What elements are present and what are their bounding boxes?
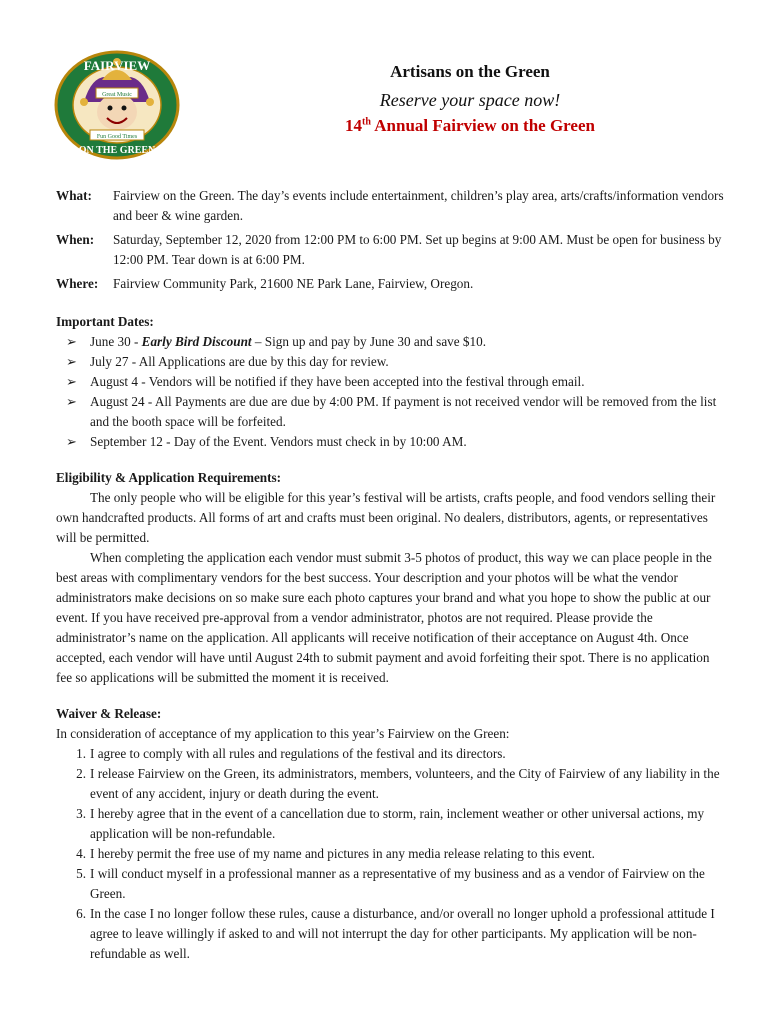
- list-item: 4. I hereby permit the free use of my name and pictures in any media release relating to this event.: [76, 846, 595, 861]
- waiver-list: [56, 744, 726, 964]
- svg-text:ON THE GREEN: ON THE GREEN: [78, 145, 156, 156]
- eligibility-title: Eligibility & Application Requirements:: [56, 470, 282, 485]
- list-item: ➢ July 27 - All Applications are due by this day for review.: [66, 352, 726, 372]
- eligibility-paragraph-1: The only people who will be eligible for this year’s festival will be artists, crafts people, and food vendors selling their own handcrafted products. All forms of art and crafts must been original. No dealers, distributors, agents, or representatives will be permitted.: [56, 490, 716, 545]
- arrow-bullet-icon: ➢: [66, 394, 78, 409]
- fairview-logo: [54, 50, 180, 160]
- list-item: ➢ August 4 - Vendors will be notified if they have been accepted into the festival through email.: [66, 372, 726, 392]
- arrow-bullet-icon: ➢: [66, 334, 78, 349]
- annual-heading: 14th Annual Fairview on the Green: [345, 116, 595, 135]
- important-dates-list: [56, 332, 726, 452]
- where-label: Where:: [56, 276, 99, 291]
- page-subtitle: Reserve your space now!: [379, 90, 561, 110]
- when-row: [56, 230, 726, 270]
- what-value: Fairview on the Green. The day’s events include entertainment, children’s play area, arts/crafts/information vendors and beer & wine garden.: [113, 188, 724, 223]
- list-item: 3. I hereby agree that in the event of a cancellation due to storm, rain, inclement weather or other universal actions, my application will be non-refundable.: [76, 806, 705, 841]
- arrow-bullet-icon: ➢: [66, 374, 78, 389]
- when-label: When:: [56, 232, 95, 247]
- what-label: What:: [56, 188, 92, 203]
- svg-text:Great Music: Great Music: [102, 92, 132, 98]
- list-item: 2. I release Fairview on the Green, its administrators, members, volunteers, and the City of Fairview of any liability in the event of any accident, injury or death during the event.: [76, 766, 720, 801]
- document-body: [56, 186, 726, 964]
- eligibility-paragraph-2: When completing the application each vendor must submit 3-5 photos of product, this way we can place people in the best areas with complimentary vendors for the best success. Your description and your photos will be what the vendor administrators make decisions on so make sure each photo captures your brand and what you hope to show the public at our event. If you have received pre-approval from a vendor administrator, photos are not required. Please provide the administrator’s name on the application. All applicants will receive notification of their acceptance on August 4th. Once accepted, each vendor will have until August 24th to submit payment and avoid forfeiting their spot. There is no application fee so applications will be submitted the moment it is received.: [56, 550, 712, 685]
- list-item: ➢ August 24 - All Payments are due are due by 4:00 PM. If payment is not received vendor will be removed from the list and the booth space will be forfeited.: [66, 394, 717, 429]
- arrow-bullet-icon: ➢: [66, 434, 78, 449]
- page-title: Artisans on the Green: [390, 62, 550, 81]
- list-item: 5. I will conduct myself in a professional manner as a representative of my business and as a vendor of Fairview on the Green.: [76, 866, 705, 901]
- waiver-title: Waiver & Release:: [56, 706, 162, 721]
- list-item: 1. I agree to comply with all rules and regulations of the festival and its directors.: [76, 746, 506, 761]
- svg-text:Fun Good Times: Fun Good Times: [96, 134, 138, 140]
- important-dates-title: Important Dates:: [56, 314, 154, 329]
- where-value: Fairview Community Park, 21600 NE Park Lane, Fairview, Oregon.: [113, 276, 474, 291]
- list-item: ➢ September 12 - Day of the Event. Vendors must check in by 10:00 AM.: [66, 432, 726, 452]
- when-value: Saturday, September 12, 2020 from 12:00 PM to 6:00 PM. Set up begins at 9:00 AM. Must be open for business by 12:00 PM. Tear down is at 6:00 PM.: [113, 232, 722, 267]
- svg-text:FAIRVIEW: FAIRVIEW: [83, 58, 151, 73]
- waiver-intro: In consideration of acceptance of my application to this year’s Fairview on the Green:: [56, 726, 510, 741]
- where-row: [56, 274, 726, 294]
- arrow-bullet-icon: ➢: [66, 354, 78, 369]
- list-item: ➢ June 30 - Early Bird Discount – Sign up and pay by June 30 and save $10.: [66, 332, 726, 352]
- what-row: [56, 186, 726, 226]
- list-item: 6. In the case I no longer follow these rules, cause a disturbance, and/or overall no longer uphold a professional attitude I agree to leave willingly if asked to and will not interrupt the day for other participants. My application will be non-refundable as well.: [76, 906, 715, 961]
